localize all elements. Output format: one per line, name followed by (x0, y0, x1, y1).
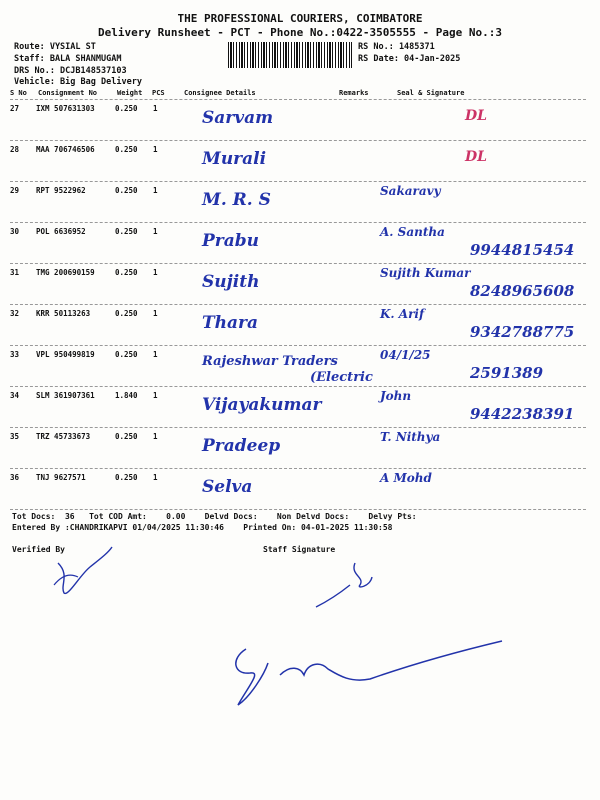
table-row (10, 264, 588, 305)
col-pcs: PCS (152, 89, 165, 97)
row-phone-handwritten: 9342788775 (470, 323, 575, 341)
row-consignment-no: RPT 9522962 (36, 186, 86, 195)
barcode (228, 42, 352, 68)
table-row (10, 182, 588, 223)
row-sno: 30 (10, 227, 20, 236)
runsheet-subtitle: Delivery Runsheet - PCT - Phone No.:0422-3505555 - Page No.:3 (98, 26, 502, 39)
row-consignee-extra: (Electric (310, 370, 373, 385)
table-row (10, 469, 588, 510)
row-seal-signature: John (380, 389, 412, 403)
row-consignee-handwritten: Sujith (202, 272, 260, 292)
row-consignment-no: MAA 706746506 (36, 145, 95, 154)
vehicle: Vehicle: Big Bag Delivery (14, 77, 142, 87)
table-row (10, 141, 588, 182)
table-row (10, 346, 588, 387)
row-consignee-handwritten: Selva (202, 477, 253, 497)
table-row (10, 223, 588, 264)
row-sno: 34 (10, 391, 20, 400)
row-seal-signature: Sujith Kumar (380, 266, 471, 280)
verified-by-label: Verified By (12, 545, 65, 554)
route: Route: VYSIAL ST (14, 42, 96, 52)
row-consignee-handwritten: Murali (202, 149, 267, 169)
row-weight: 0.250 (115, 473, 138, 482)
rs-date: RS Date: 04-Jan-2025 (358, 54, 461, 64)
entered-line: Entered By :CHANDRIKAPVI 01/04/2025 11:30:46 Printed On: 04-01-2025 11:30:58 (12, 523, 393, 532)
row-weight: 0.250 (115, 145, 138, 154)
row-consignment-no: SLM 361907361 (36, 391, 95, 400)
row-pcs: 1 (153, 432, 158, 441)
company-title: THE PROFESSIONAL COURIERS, COIMBATORE (177, 12, 423, 25)
row-weight: 0.250 (115, 104, 138, 113)
row-consignee-handwritten: Prabu (202, 231, 260, 251)
row-pcs: 1 (153, 227, 158, 236)
staff: Staff: BALA SHANMUGAM (14, 54, 122, 64)
row-consignment-no: IXM 507631303 (36, 104, 95, 113)
row-consignment-no: KRR 50113263 (36, 309, 91, 318)
row-consignee-handwritten: Pradeep (202, 436, 281, 456)
table-row (10, 305, 588, 346)
table-row (10, 387, 588, 428)
staff-signature-mark (310, 555, 380, 615)
row-seal-signature: T. Nithya (380, 430, 441, 444)
row-seal-signature: 04/1/25 (380, 348, 431, 362)
row-phone-handwritten: 8248965608 (470, 282, 575, 300)
row-sno: 36 (10, 473, 20, 482)
row-weight: 0.250 (115, 186, 138, 195)
row-sno: 31 (10, 268, 20, 277)
row-sno: 29 (10, 186, 20, 195)
row-seal-signature: K. Arif (380, 307, 425, 321)
row-pcs: 1 (153, 186, 158, 195)
row-pcs: 1 (153, 104, 158, 113)
row-consignment-no: TMG 200690159 (36, 268, 95, 277)
row-phone-handwritten: 9442238391 (470, 405, 575, 423)
row-consignee-handwritten: Rajeshwar Traders (202, 354, 338, 369)
row-weight: 0.250 (115, 350, 138, 359)
row-pcs: 1 (153, 391, 158, 400)
verified-signature (50, 545, 130, 605)
row-seal-signature: Sakaravy (380, 184, 441, 198)
row-sno: 32 (10, 309, 20, 318)
row-seal-signature: DL (465, 149, 487, 165)
col-remarks: Remarks (339, 89, 369, 97)
row-consignment-no: POL 6636952 (36, 227, 86, 236)
row-seal-signature: A. Santha (380, 225, 445, 239)
row-sno: 35 (10, 432, 20, 441)
row-pcs: 1 (153, 145, 158, 154)
row-phone-handwritten: 9944815454 (470, 241, 575, 259)
row-consignee-handwritten: M. R. S (202, 190, 271, 210)
row-consignee-handwritten: Thara (202, 313, 258, 333)
row-weight: 0.250 (115, 432, 138, 441)
row-phone-handwritten: 2591389 (470, 364, 544, 382)
row-pcs: 1 (153, 473, 158, 482)
row-weight: 0.250 (115, 227, 138, 236)
row-pcs: 1 (153, 350, 158, 359)
row-weight: 0.250 (115, 309, 138, 318)
col-consignee: Consignee Details (184, 89, 256, 97)
row-seal-signature: DL (465, 108, 487, 124)
row-consignment-no: VPL 950499819 (36, 350, 95, 359)
row-pcs: 1 (153, 309, 158, 318)
col-sno: S No (10, 89, 27, 97)
drs-no: DRS No.: DCJB148537103 (14, 66, 127, 76)
row-consignment-no: TNJ 9627571 (36, 473, 86, 482)
row-weight: 1.840 (115, 391, 138, 400)
staff-signature-label: Staff Signature (263, 545, 336, 554)
row-divider (10, 509, 586, 510)
col-weight: Weight (117, 89, 143, 97)
row-seal-signature: A Mohd (380, 471, 432, 485)
totals-line: Tot Docs: 36 Tot COD Amt: 0.00 Delvd Docs: Non Delvd Docs: Delvy Pts: (12, 512, 417, 521)
supervisor-signature (220, 635, 510, 725)
table-row (10, 428, 588, 469)
row-sno: 33 (10, 350, 20, 359)
row-weight: 0.250 (115, 268, 138, 277)
row-sno: 27 (10, 104, 20, 113)
row-sno: 28 (10, 145, 20, 154)
row-consignment-no: TRZ 45733673 (36, 432, 91, 441)
row-consignee-handwritten: Vijayakumar (202, 395, 322, 415)
col-consignment: Consignment No (38, 89, 98, 97)
table-row (10, 100, 588, 141)
row-pcs: 1 (153, 268, 158, 277)
col-seal: Seal & Signature (397, 89, 465, 97)
row-consignee-handwritten: Sarvam (202, 108, 274, 128)
rs-no: RS No.: 1485371 (358, 42, 435, 52)
